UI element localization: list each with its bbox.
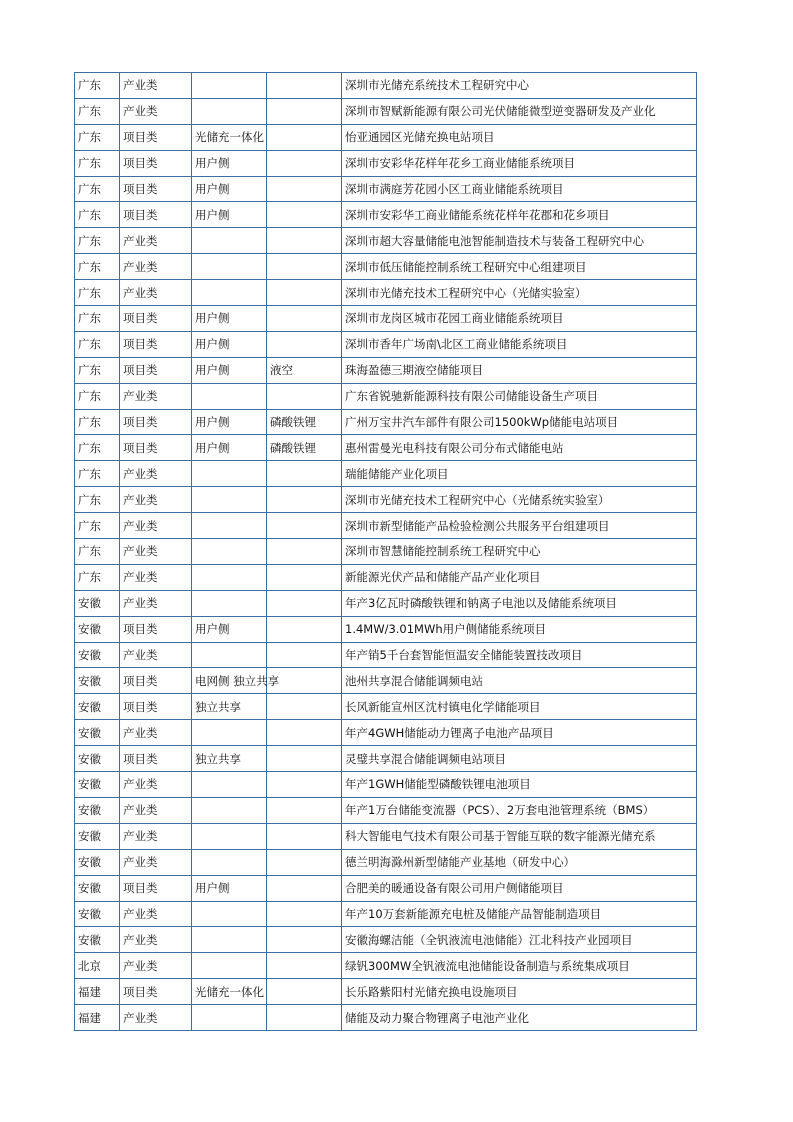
category-cell: 产业类 [120, 564, 192, 590]
type-cell [192, 590, 267, 616]
tech-cell: 磷酸铁锂 [267, 409, 342, 435]
province-cell: 安徽 [75, 927, 120, 953]
type-cell: 用户侧 [192, 176, 267, 202]
project-name-cell: 年产4GWH储能动力锂离子电池产品项目 [342, 720, 697, 746]
tech-cell [267, 280, 342, 306]
table-row [75, 849, 697, 875]
province-cell: 福建 [75, 1005, 120, 1031]
table-row [75, 150, 697, 176]
category-cell: 项目类 [120, 357, 192, 383]
project-name-cell: 惠州雷曼光电科技有限公司分布式储能电站 [342, 435, 697, 461]
project-name-cell: 深圳市安彩华花样年花乡工商业储能系统项目 [342, 150, 697, 176]
type-cell [192, 228, 267, 254]
province-cell: 安徽 [75, 823, 120, 849]
table-row [75, 564, 697, 590]
type-cell [192, 539, 267, 565]
project-name-cell: 深圳市光储充技术工程研究中心（光储实验室） [342, 280, 697, 306]
category-cell: 产业类 [120, 280, 192, 306]
table-row [75, 746, 697, 772]
tech-cell [267, 1005, 342, 1031]
province-cell: 广东 [75, 150, 120, 176]
project-name-cell: 怡亚通园区光储充换电站项目 [342, 124, 697, 150]
province-cell: 广东 [75, 306, 120, 332]
type-cell [192, 383, 267, 409]
table-row [75, 280, 697, 306]
province-cell: 广东 [75, 513, 120, 539]
project-name-cell: 深圳市龙岗区城市花园工商业储能系统项目 [342, 306, 697, 332]
category-cell: 项目类 [120, 202, 192, 228]
type-cell [192, 927, 267, 953]
project-name-cell: 绿钒300MW全钒液流电池储能设备制造与系统集成项目 [342, 953, 697, 979]
tech-cell [267, 98, 342, 124]
tech-cell [267, 694, 342, 720]
table-row [75, 73, 697, 99]
project-name-cell: 长风新能宣州区沈村镇电化学储能项目 [342, 694, 697, 720]
tech-cell [267, 823, 342, 849]
project-name-cell: 储能及动力聚合物锂离子电池产业化 [342, 1005, 697, 1031]
project-name-cell: 年产1GWH储能型磷酸铁锂电池项目 [342, 772, 697, 798]
tech-cell [267, 720, 342, 746]
type-cell [192, 280, 267, 306]
type-cell: 光储充一体化 [192, 979, 267, 1005]
project-name-cell: 深圳市智慧储能控制系统工程研究中心 [342, 539, 697, 565]
tech-cell [267, 901, 342, 927]
type-cell [192, 901, 267, 927]
table-row [75, 1005, 697, 1031]
project-name-cell: 深圳市新型储能产品检验检测公共服务平台组建项目 [342, 513, 697, 539]
type-cell [192, 73, 267, 99]
category-cell: 产业类 [120, 953, 192, 979]
province-cell: 安徽 [75, 849, 120, 875]
category-cell: 产业类 [120, 254, 192, 280]
table-row [75, 461, 697, 487]
tech-cell: 液空 [267, 357, 342, 383]
type-cell [192, 772, 267, 798]
type-cell [192, 953, 267, 979]
tech-cell [267, 797, 342, 823]
table-row [75, 409, 697, 435]
table-row [75, 539, 697, 565]
table-row [75, 202, 697, 228]
province-cell: 安徽 [75, 642, 120, 668]
type-cell [192, 720, 267, 746]
project-table [74, 72, 697, 1031]
province-cell: 北京 [75, 953, 120, 979]
province-cell: 安徽 [75, 797, 120, 823]
province-cell: 广东 [75, 357, 120, 383]
table-row [75, 901, 697, 927]
project-name-cell: 深圳市光储充技术工程研究中心（光储系统实验室） [342, 487, 697, 513]
project-name-cell: 年产3亿瓦时磷酸铁锂和钠离子电池以及储能系统项目 [342, 590, 697, 616]
tech-cell [267, 746, 342, 772]
province-cell: 广东 [75, 254, 120, 280]
tech-cell [267, 772, 342, 798]
project-name-cell: 广州万宝井汽车部件有限公司1500kWp储能电站项目 [342, 409, 697, 435]
type-cell: 用户侧 [192, 616, 267, 642]
province-cell: 安徽 [75, 720, 120, 746]
tech-cell [267, 202, 342, 228]
category-cell: 项目类 [120, 979, 192, 1005]
category-cell: 产业类 [120, 98, 192, 124]
project-name-cell: 深圳市香年广场南\北区工商业储能系统项目 [342, 331, 697, 357]
table-row [75, 383, 697, 409]
tech-cell: 磷酸铁锂 [267, 435, 342, 461]
tech-cell [267, 564, 342, 590]
project-name-cell: 科大智能电气技术有限公司基于智能互联的数字能源光储充系 [342, 823, 697, 849]
project-name-cell: 合肥美的暖通设备有限公司用户侧储能项目 [342, 875, 697, 901]
category-cell: 产业类 [120, 797, 192, 823]
category-cell: 项目类 [120, 306, 192, 332]
project-name-cell: 长乐路紫阳村光储充换电设施项目 [342, 979, 697, 1005]
province-cell: 广东 [75, 564, 120, 590]
project-name-cell: 深圳市超大容量储能电池智能制造技术与装备工程研究中心 [342, 228, 697, 254]
table-row [75, 616, 697, 642]
project-name-cell: 年产销5千台套智能恒温安全储能装置技改项目 [342, 642, 697, 668]
category-cell: 产业类 [120, 901, 192, 927]
province-cell: 安徽 [75, 616, 120, 642]
category-cell: 产业类 [120, 1005, 192, 1031]
category-cell: 产业类 [120, 772, 192, 798]
table-row [75, 590, 697, 616]
province-cell: 广东 [75, 280, 120, 306]
tech-cell [267, 875, 342, 901]
province-cell: 广东 [75, 228, 120, 254]
tech-cell [267, 616, 342, 642]
tech-cell [267, 124, 342, 150]
tech-cell [267, 487, 342, 513]
province-cell: 安徽 [75, 746, 120, 772]
table-row [75, 513, 697, 539]
category-cell: 产业类 [120, 513, 192, 539]
province-cell: 安徽 [75, 668, 120, 694]
category-cell: 产业类 [120, 823, 192, 849]
table-row [75, 306, 697, 332]
category-cell: 产业类 [120, 73, 192, 99]
province-cell: 安徽 [75, 590, 120, 616]
province-cell: 广东 [75, 176, 120, 202]
table-row [75, 357, 697, 383]
province-cell: 广东 [75, 461, 120, 487]
category-cell: 项目类 [120, 176, 192, 202]
type-cell [192, 642, 267, 668]
tech-cell [267, 590, 342, 616]
project-name-cell: 深圳市光储充系统技术工程研究中心 [342, 73, 697, 99]
project-name-cell: 深圳市智赋新能源有限公司光伏储能微型逆变器研发及产业化 [342, 98, 697, 124]
province-cell: 广东 [75, 435, 120, 461]
table-row [75, 668, 697, 694]
table-row [75, 228, 697, 254]
table-row [75, 823, 697, 849]
tech-cell [267, 306, 342, 332]
province-cell: 广东 [75, 202, 120, 228]
tech-cell [267, 383, 342, 409]
table-body [75, 73, 697, 1031]
table-row [75, 797, 697, 823]
table-row [75, 435, 697, 461]
category-cell: 项目类 [120, 875, 192, 901]
category-cell: 项目类 [120, 616, 192, 642]
table-row [75, 331, 697, 357]
type-cell [192, 254, 267, 280]
type-cell [192, 1005, 267, 1031]
tech-cell [267, 642, 342, 668]
category-cell: 产业类 [120, 590, 192, 616]
category-cell: 项目类 [120, 668, 192, 694]
type-cell: 独立共享 [192, 746, 267, 772]
table-row [75, 124, 697, 150]
category-cell: 产业类 [120, 849, 192, 875]
table-row [75, 487, 697, 513]
type-cell: 用户侧 [192, 331, 267, 357]
table-row [75, 875, 697, 901]
type-cell [192, 797, 267, 823]
tech-cell [267, 461, 342, 487]
province-cell: 安徽 [75, 772, 120, 798]
province-cell: 广东 [75, 383, 120, 409]
type-cell [192, 823, 267, 849]
table-row [75, 720, 697, 746]
type-cell: 光储充一体化 [192, 124, 267, 150]
province-cell: 安徽 [75, 901, 120, 927]
type-cell [192, 513, 267, 539]
province-cell: 安徽 [75, 694, 120, 720]
type-cell: 用户侧 [192, 435, 267, 461]
category-cell: 项目类 [120, 124, 192, 150]
table-row [75, 953, 697, 979]
category-cell: 产业类 [120, 228, 192, 254]
project-name-cell: 深圳市满庭芳花园小区工商业储能系统项目 [342, 176, 697, 202]
province-cell: 广东 [75, 124, 120, 150]
category-cell: 项目类 [120, 694, 192, 720]
table-row [75, 98, 697, 124]
project-name-cell: 年产1万台储能变流器（PCS）、2万套电池管理系统（BMS） [342, 797, 697, 823]
province-cell: 福建 [75, 979, 120, 1005]
type-cell: 用户侧 [192, 875, 267, 901]
category-cell: 产业类 [120, 487, 192, 513]
tech-cell [267, 176, 342, 202]
tech-cell [267, 979, 342, 1005]
province-cell: 广东 [75, 98, 120, 124]
tech-cell [267, 228, 342, 254]
table-row [75, 772, 697, 798]
province-cell: 广东 [75, 539, 120, 565]
type-cell [192, 849, 267, 875]
category-cell: 项目类 [120, 746, 192, 772]
category-cell: 产业类 [120, 642, 192, 668]
category-cell: 项目类 [120, 409, 192, 435]
tech-cell [267, 331, 342, 357]
project-name-cell: 年产10万套新能源充电桩及储能产品智能制造项目 [342, 901, 697, 927]
project-name-cell: 广东省锐驰新能源科技有限公司储能设备生产项目 [342, 383, 697, 409]
category-cell: 产业类 [120, 461, 192, 487]
type-cell: 用户侧 [192, 409, 267, 435]
tech-cell [267, 849, 342, 875]
tech-cell [267, 953, 342, 979]
table-row [75, 979, 697, 1005]
province-cell: 广东 [75, 73, 120, 99]
tech-cell [267, 150, 342, 176]
category-cell: 产业类 [120, 383, 192, 409]
project-name-cell: 德兰明海滁州新型储能产业基地（研发中心） [342, 849, 697, 875]
province-cell: 广东 [75, 487, 120, 513]
type-cell: 用户侧 [192, 306, 267, 332]
project-name-cell: 瑞能储能产业化项目 [342, 461, 697, 487]
table-row [75, 176, 697, 202]
table-row [75, 927, 697, 953]
type-cell [192, 564, 267, 590]
category-cell: 项目类 [120, 150, 192, 176]
category-cell: 产业类 [120, 720, 192, 746]
project-name-cell: 深圳市安彩华工商业储能系统花样年花郡和花乡项目 [342, 202, 697, 228]
type-cell [192, 98, 267, 124]
project-name-cell: 珠海盈德三期液空储能项目 [342, 357, 697, 383]
category-cell: 项目类 [120, 331, 192, 357]
category-cell: 项目类 [120, 435, 192, 461]
province-cell: 广东 [75, 331, 120, 357]
tech-cell [267, 927, 342, 953]
project-name-cell: 1.4MW/3.01MWh用户侧储能系统项目 [342, 616, 697, 642]
table-row [75, 642, 697, 668]
type-cell [192, 487, 267, 513]
type-cell: 用户侧 [192, 202, 267, 228]
province-cell: 广东 [75, 409, 120, 435]
table-row [75, 694, 697, 720]
type-cell: 用户侧 [192, 150, 267, 176]
type-cell [192, 461, 267, 487]
type-cell: 电网侧 独立共享 [192, 668, 267, 694]
category-cell: 产业类 [120, 539, 192, 565]
tech-cell [267, 73, 342, 99]
tech-cell [267, 513, 342, 539]
project-name-cell: 安徽海螺洁能（全钒液流电池储能）江北科技产业园项目 [342, 927, 697, 953]
table-row [75, 254, 697, 280]
tech-cell [267, 254, 342, 280]
type-cell: 独立共享 [192, 694, 267, 720]
type-cell: 用户侧 [192, 357, 267, 383]
project-name-cell: 池州共享混合储能调频电站 [342, 668, 697, 694]
category-cell: 产业类 [120, 927, 192, 953]
project-name-cell: 灵璧共享混合储能调频电站项目 [342, 746, 697, 772]
province-cell: 安徽 [75, 875, 120, 901]
project-name-cell: 深圳市低压储能控制系统工程研究中心组建项目 [342, 254, 697, 280]
project-name-cell: 新能源光伏产品和储能产品产业化项目 [342, 564, 697, 590]
tech-cell [267, 539, 342, 565]
